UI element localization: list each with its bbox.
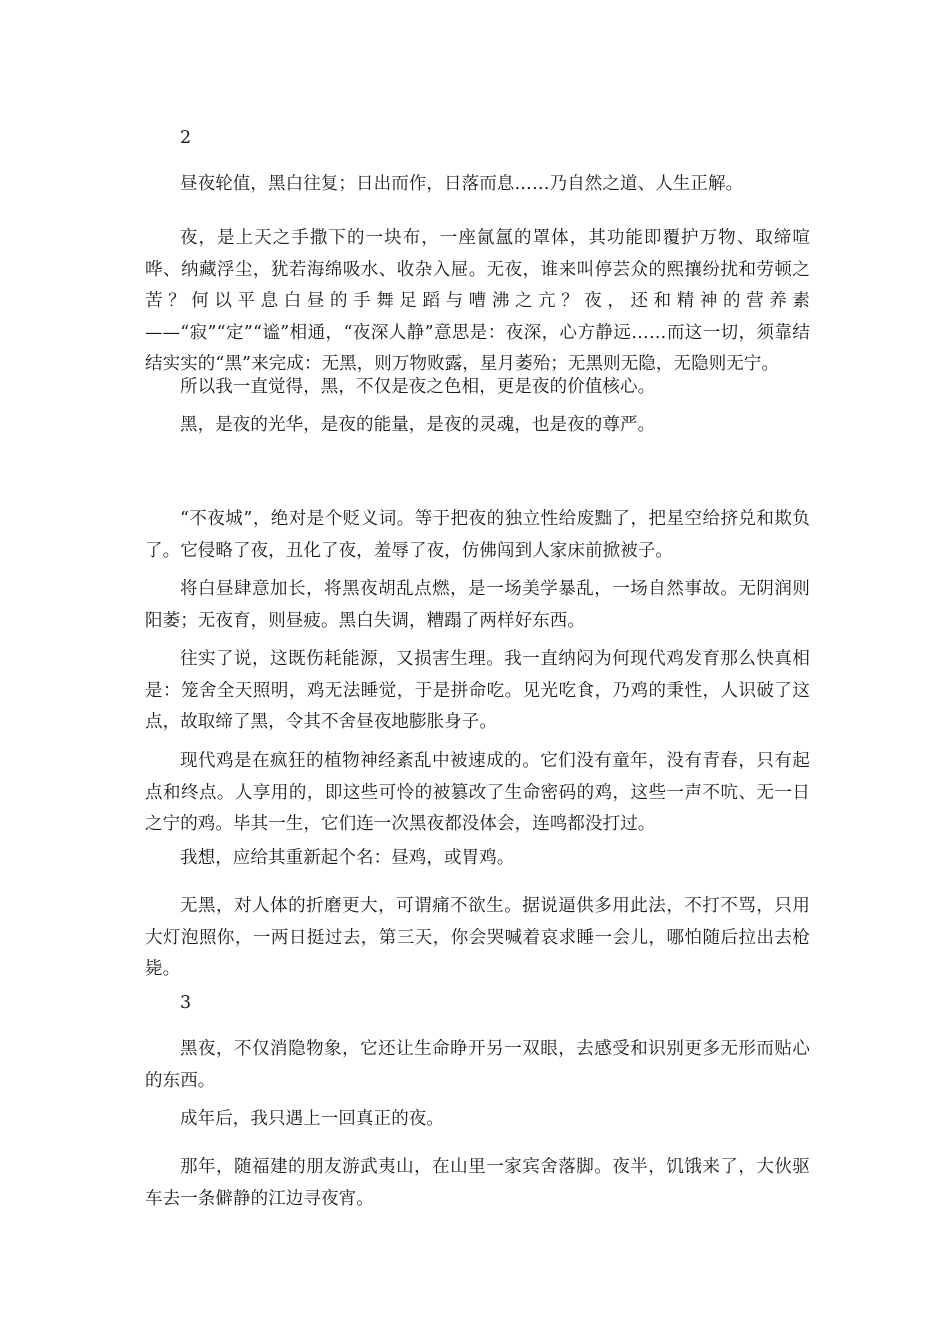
paragraph: 黑，是夜的光华，是夜的能量，是夜的灵魂，也是夜的尊严。: [180, 415, 656, 435]
paragraph: 夜，是上天之手撒下的一块布，一座氤氲的罩体，其功能即覆护万物、取缔喧哗、纳藏浮尘，犹若海绵吸水、收杂入屉。无夜，谁来叫停芸众的熙攘纷扰和劳顿之苦？何以平息白昼的手舞足蹈与嘈沸之亢？夜，还和精神的营养素——“寂”“定”“谧”相通，“夜深人静”意思是：夜深，心方静远……而这一切，须靠结结实实的“黑”来完成：无黑，则万物败露，星月萎殆；无黑则无隐，无隐则无宁。: [145, 228, 810, 374]
section-number: 2: [180, 128, 192, 148]
paragraph: “不夜城”，绝对是个贬义词。等于把夜的独立性给废黜了，把星空给挤兑和欺负了。它侵略了夜，丑化了夜，羞辱了夜，仿佛闯到人家床前掀被子。: [145, 509, 810, 561]
paragraph: 我想，应给其重新起个名：昼鸡，或胃鸡。: [180, 848, 515, 868]
section-number: 3: [180, 993, 192, 1013]
paragraph: 昼夜轮值，黑白往复；日出而作，日落而息……乃自然之道、人生正解。: [180, 174, 744, 194]
paragraph: 黑夜，不仅消隐物象，它还让生命睁开另一双眼，去感受和识别更多无形而贴心的东西。: [145, 1039, 810, 1091]
paragraph: 现代鸡是在疯狂的植物神经紊乱中被速成的。它们没有童年，没有青春，只有起点和终点。人享用的，即这些可怜的被篡改了生命密码的鸡，这些一声不吭、无一日之宁的鸡。毕其一生，它们连一次黑夜都没体会，连鸣都没打过。: [145, 751, 810, 834]
paragraph: 所以我一直觉得，黑，不仅是夜之色相，更是夜的价值核心。: [180, 377, 656, 397]
paragraph: 往实了说，这既伤耗能源，又损害生理。我一直纳闷为何现代鸡发育那么快真相是：笼舍全天照明，鸡无法睡觉，于是拼命吃。见光吃食，乃鸡的秉性，人识破了这点，故取缔了黑，令其不舍昼夜地膨胀身子。: [145, 649, 810, 732]
paragraph: 将白昼肆意加长，将黑夜胡乱点燃，是一场美学暴乱，一场自然事故。无阴润则阳萎；无夜育，则昼疲。黑白失调，糟蹋了两样好东西。: [145, 579, 810, 631]
paragraph: 无黑，对人体的折磨更大，可谓痛不欲生。据说逼供多用此法，不打不骂，只用大灯泡照你，一两日挺过去，第三天，你会哭喊着哀求睡一会儿，哪怕随后拉出去枪毙。: [145, 896, 810, 979]
paragraph: 成年后，我只遇上一回真正的夜。: [180, 1109, 444, 1129]
paragraph: 那年，随福建的朋友游武夷山，在山里一家宾舍落脚。夜半，饥饿来了，大伙驱车去一条僻静的江边寻夜宵。: [145, 1157, 810, 1209]
